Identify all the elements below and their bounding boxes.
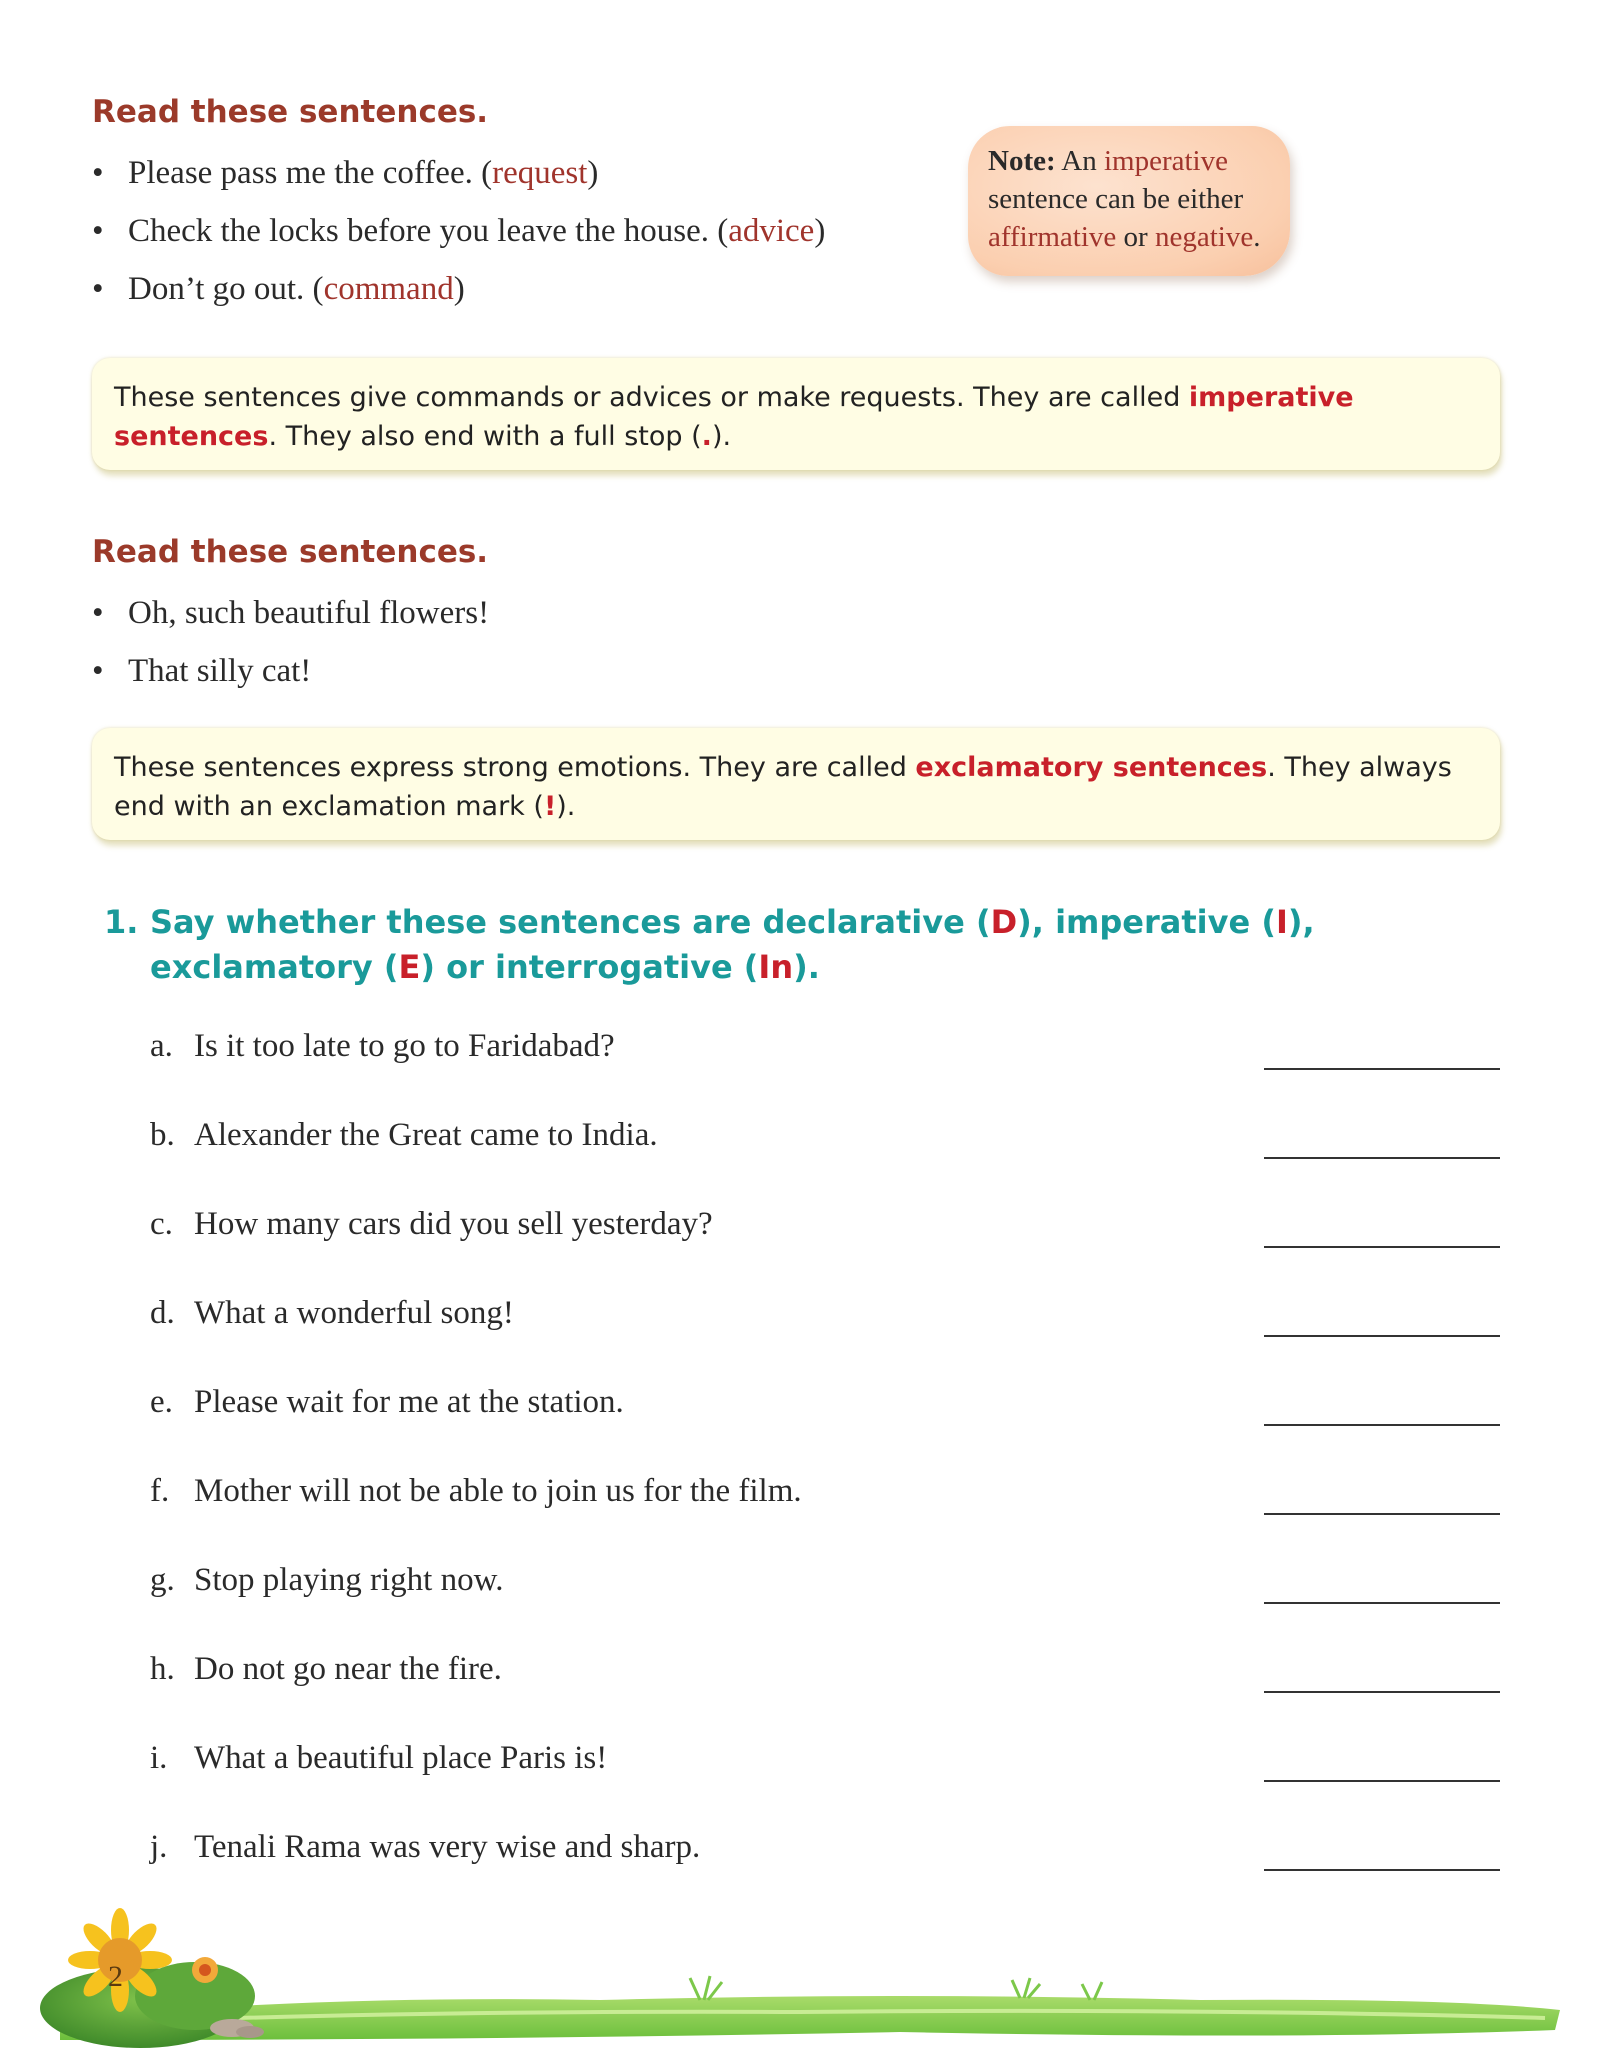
list-item: • That silly cat! xyxy=(92,642,489,700)
exercise-item: f. Mother will not be able to join us for the film. xyxy=(150,1473,1500,1562)
answer-blank[interactable] xyxy=(1264,1869,1500,1871)
answer-blank[interactable] xyxy=(1264,1068,1500,1070)
exercise-item: g. Stop playing right now. xyxy=(150,1562,1500,1651)
answer-blank[interactable] xyxy=(1264,1602,1500,1604)
exercise-item: c. How many cars did you sell yesterday? xyxy=(150,1206,1500,1295)
note-bubble: Note: An imperative sentence can be either affirmative or negative. xyxy=(968,126,1290,276)
list-item: • Oh, such beautiful flowers! xyxy=(92,584,489,642)
section2-list xyxy=(92,584,489,700)
answer-blank[interactable] xyxy=(1264,1157,1500,1159)
sentence-type-tag: advice xyxy=(728,213,815,249)
note-label: Note: xyxy=(988,145,1056,177)
answer-blank[interactable] xyxy=(1264,1335,1500,1337)
sentence-type-tag: request xyxy=(492,155,588,191)
section1-list xyxy=(92,144,825,318)
list-item: • Please pass me the coffee. (request) xyxy=(92,144,825,202)
answer-blank[interactable] xyxy=(1264,1780,1500,1782)
answer-blank[interactable] xyxy=(1264,1424,1500,1426)
answer-blank[interactable] xyxy=(1264,1513,1500,1515)
exercise-item: a. Is it too late to go to Faridabad? xyxy=(150,1028,1500,1117)
page-number: 2 xyxy=(108,1960,123,1993)
answer-blank[interactable] xyxy=(1264,1691,1500,1693)
keyword: imperative sentences xyxy=(114,382,1354,452)
section1-heading: Read these sentences. xyxy=(92,94,489,130)
small-flower-icon xyxy=(192,1957,218,1983)
exercise-instruction: 1. Say whether these sentences are declarative (D), imperative (I), exclamatory (E) or interrogative (In). xyxy=(104,900,1534,990)
list-item: • Check the locks before you leave the house. (advice) xyxy=(92,202,825,260)
section2-heading: Read these sentences. xyxy=(92,534,489,570)
list-item: • Don’t go out. (command) xyxy=(92,260,825,318)
sentence-type-tag: command xyxy=(323,271,454,307)
exercise-item: d. What a wonderful song! xyxy=(150,1295,1500,1384)
answer-blank[interactable] xyxy=(1264,1246,1500,1248)
grass-footer-illustration xyxy=(0,1900,1600,2069)
exercise-list xyxy=(150,1028,1500,1918)
exercise-number: 1. xyxy=(104,903,139,941)
exercise-item: b. Alexander the Great came to India. xyxy=(150,1117,1500,1206)
definition-box-imperative: These sentences give commands or advices or make requests. They are called imperative sentences. They also end with a full stop (.). xyxy=(92,358,1500,470)
exercise-item: e. Please wait for me at the station. xyxy=(150,1384,1500,1473)
keyword: exclamatory sentences xyxy=(915,752,1268,783)
definition-box-exclamatory: These sentences express strong emotions. They are called exclamatory sentences. They always end with an exclamation mark (!). xyxy=(92,728,1500,840)
exercise-item: i. What a beautiful place Paris is! xyxy=(150,1740,1500,1829)
exercise-item: j. Tenali Rama was very wise and sharp. xyxy=(150,1829,1500,1918)
exercise-item: h. Do not go near the fire. xyxy=(150,1651,1500,1740)
